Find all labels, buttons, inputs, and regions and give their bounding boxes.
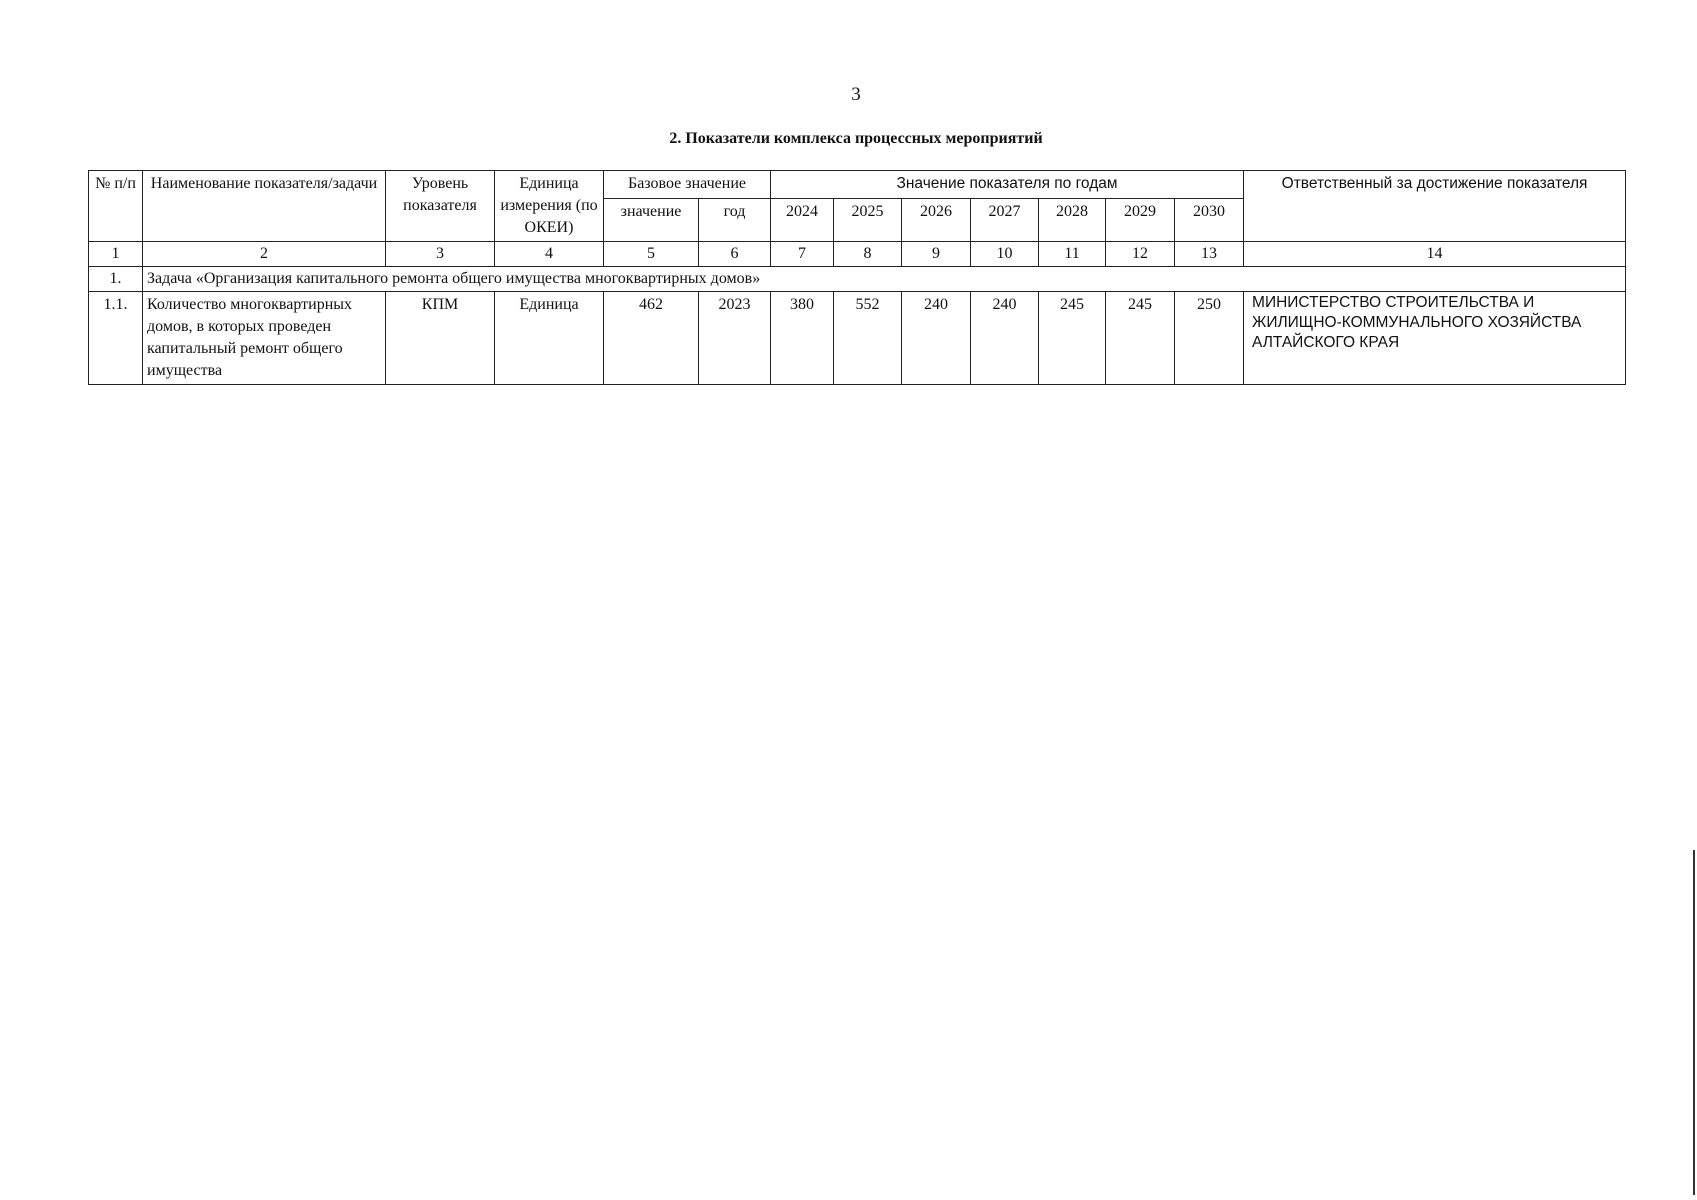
page-number: 3 (851, 84, 861, 105)
indicator-name: Количество многоквартирных домов, в которых проведен капитальный ремонт общего имущества (143, 292, 386, 385)
task-number: 1. (89, 267, 143, 292)
table-row (89, 292, 1626, 385)
header-year: 2025 (834, 198, 902, 241)
header-base-group: Базовое значение (604, 171, 771, 199)
column-number: 1 (89, 242, 143, 267)
column-number: 11 (1039, 242, 1106, 267)
indicator-unit: Единица (495, 292, 604, 385)
header-year: 2028 (1039, 198, 1106, 241)
year-value: 245 (1106, 292, 1175, 385)
header-name: Наименование показателя/задачи (143, 171, 386, 242)
year-value: 380 (771, 292, 834, 385)
indicator-level: КПМ (386, 292, 495, 385)
column-number: 8 (834, 242, 902, 267)
column-number: 5 (604, 242, 699, 267)
column-numbers-row (89, 242, 1626, 267)
header-years-group: Значение показателя по годам (771, 171, 1244, 199)
column-number: 9 (902, 242, 971, 267)
column-number: 4 (495, 242, 604, 267)
column-number: 13 (1175, 242, 1244, 267)
column-number: 3 (386, 242, 495, 267)
year-value: 552 (834, 292, 902, 385)
task-row (89, 267, 1626, 292)
column-number: 2 (143, 242, 386, 267)
column-number: 6 (699, 242, 771, 267)
header-base-value: значение (604, 198, 699, 241)
section-title: 2. Показатели комплекса процессных мероприятий (669, 130, 1043, 147)
task-text: Задача «Организация капитального ремонта общего имущества многоквартирных домов» (143, 267, 1626, 292)
header-year: 2024 (771, 198, 834, 241)
column-number: 12 (1106, 242, 1175, 267)
header-year: 2030 (1175, 198, 1244, 241)
row-number: 1.1. (89, 292, 143, 385)
year-value: 240 (902, 292, 971, 385)
indicators-table (88, 170, 1626, 385)
header-year: 2029 (1106, 198, 1175, 241)
header-year: 2026 (902, 198, 971, 241)
year-value: 250 (1175, 292, 1244, 385)
header-base-year: год (699, 198, 771, 241)
responsible-organization: МИНИСТЕРСТВО СТРОИТЕЛЬСТВА И ЖИЛИЩНО-КОММУНАЛЬНОГО ХОЗЯЙСТВА АЛТАЙСКОГО КРАЯ (1244, 292, 1626, 385)
column-number: 7 (771, 242, 834, 267)
base-year: 2023 (699, 292, 771, 385)
year-value: 240 (971, 292, 1039, 385)
header-year: 2027 (971, 198, 1039, 241)
base-value: 462 (604, 292, 699, 385)
header-responsible: Ответственный за достижение показателя (1244, 171, 1626, 242)
column-number: 14 (1244, 242, 1626, 267)
scan-edge-line (1693, 850, 1695, 1195)
year-value: 245 (1039, 292, 1106, 385)
header-level: Уровень показателя (386, 171, 495, 242)
header-unit: Единица измерения (по ОКЕИ) (495, 171, 604, 242)
header-no: № п/п (89, 171, 143, 242)
column-number: 10 (971, 242, 1039, 267)
